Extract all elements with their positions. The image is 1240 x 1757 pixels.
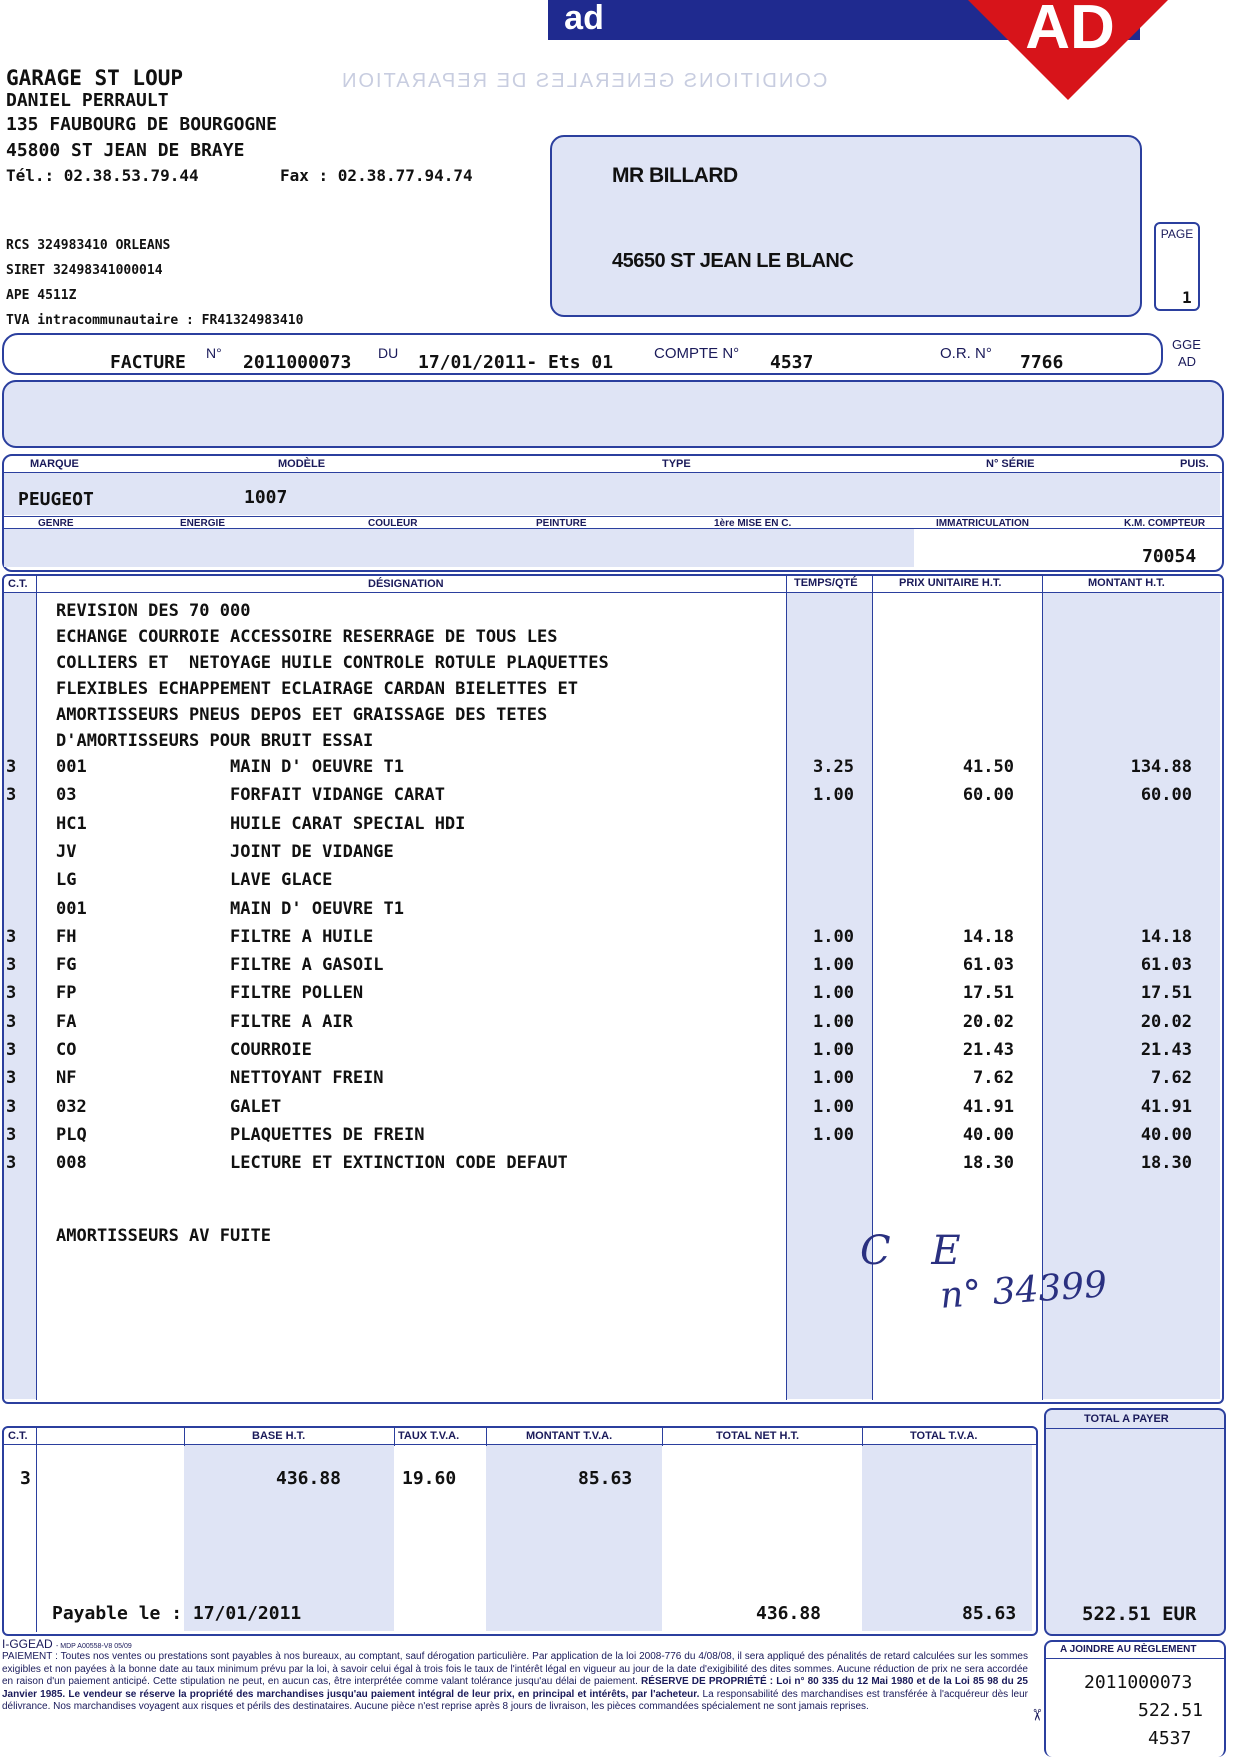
stub-compte: 4537 — [1148, 1728, 1192, 1749]
footer-ref-code: I-GGEAD — [2, 1637, 53, 1651]
tot-col3 — [394, 1426, 395, 1446]
item-code: JV — [56, 842, 77, 862]
lines-hdr-prix: PRIX UNITAIRE H.T. — [899, 577, 1002, 589]
background-title: CONDITIONS GENERALES DE REPARATION — [340, 70, 828, 92]
item-unit-price: 61.03 — [962, 955, 1014, 975]
facture-no-label: N° — [206, 345, 222, 361]
garage-street: 135 FAUBOURG DE BOURGOGNE — [6, 114, 277, 135]
item-qty: 1.00 — [813, 955, 854, 975]
payment-text: PAIEMENT : Toutes nos ventes ou prestations sont payables à nos bureaux, au comptant, sauf dérogation particulière. Par application de la loi 2008-776 du 4/08/08, il sera appliqué des pénalités de retard calculées sur les sommes exigibles et non payées à la bonne date au taux minimum prévu par la loi, à savoir celui égal à trois fois le taux de l'intérêt légal en vigueur au jour de la date d'exigibilité des dites sommes. Aucune réduction de prix ne sera accordée en raison d'un paiement anticipé. Cette stipulation ne peut, en aucun cas, être interprétée comme valant tolérance jusqu'au délai de paiement. — [2, 1651, 1028, 1687]
item-label: COURROIE — [230, 1040, 312, 1060]
stub-label: A JOINDRE AU RÈGLEMENT — [1060, 1644, 1197, 1655]
item-unit-price: 60.00 — [962, 785, 1014, 805]
tot-hdr-base: BASE H.T. — [252, 1430, 306, 1442]
item-label: MAIN D' OEUVRE T1 — [230, 757, 404, 777]
hdr-km: K.M. COMPTEUR — [1124, 518, 1206, 529]
item-total: 14.18 — [1140, 927, 1192, 947]
item-ct: 3 — [6, 1125, 17, 1145]
garage-siret: SIRET 32498341000014 — [6, 263, 163, 278]
du-label: DU — [378, 345, 399, 361]
vehicle-row1-shade — [4, 473, 1220, 515]
or-number: 7766 — [1020, 352, 1064, 373]
tot-total-tva: 85.63 — [962, 1603, 1017, 1624]
item-ct: 3 — [6, 1012, 17, 1032]
vehicle-mid-line — [2, 516, 1222, 517]
garage-tel: Tél.: 02.38.53.79.44 — [6, 166, 199, 185]
item-unit-price: 20.02 — [962, 1012, 1014, 1032]
stub-line — [1044, 1658, 1224, 1659]
lines-hdr-designation: DÉSIGNATION — [368, 578, 444, 590]
item-total: 18.30 — [1140, 1153, 1192, 1173]
col-prix-line — [872, 574, 873, 1400]
hdr-couleur: COULEUR — [368, 518, 418, 529]
total-a-payer-label: TOTAL A PAYER — [1084, 1413, 1169, 1425]
item-ct: 3 — [6, 757, 17, 777]
description-line: D'AMORTISSEURS POUR BRUIT ESSAI — [56, 731, 374, 751]
tot-hdr-total-net: TOTAL NET H.T. — [716, 1430, 800, 1442]
item-qty: 1.00 — [813, 1097, 854, 1117]
item-unit-price: 18.30 — [962, 1153, 1014, 1173]
hdr-energie: ENERGIE — [180, 518, 226, 529]
item-unit-price: 17.51 — [962, 983, 1014, 1003]
hdr-mise: 1ère MISE EN C. — [714, 518, 792, 529]
stub-number: 2011000073 — [1084, 1672, 1193, 1693]
lines-hdr-ct: C.T. — [8, 578, 28, 590]
tot-hdr-ct: C.T. — [8, 1430, 28, 1442]
item-unit-price: 41.50 — [962, 757, 1014, 777]
tot-hdr-taux: TAUX T.V.A. — [398, 1430, 460, 1442]
hdr-puis: PUIS. — [1180, 458, 1209, 470]
invoice-date: 17/01/2011- Ets 01 — [418, 352, 614, 373]
item-total: 20.02 — [1140, 1012, 1192, 1032]
item-code: LG — [56, 870, 77, 890]
scissors-icon: ✂ — [1027, 1708, 1045, 1722]
hdr-peinture: PEINTURE — [536, 518, 587, 529]
item-total: 17.51 — [1140, 983, 1192, 1003]
item-label: LAVE GLACE — [230, 870, 333, 890]
item-label: HUILE CARAT SPECIAL HDI — [230, 814, 466, 834]
lines-hdr-temps: TEMPS/QTÉ — [794, 577, 858, 589]
item-code: CO — [56, 1040, 77, 1060]
item-ct: 3 — [6, 1068, 17, 1088]
item-ct: 3 — [6, 955, 17, 975]
totals-shade-b — [486, 1445, 662, 1631]
garage-tva: TVA intracommunautaire : FR41324983410 — [6, 313, 304, 328]
garage-owner: DANIEL PERRAULT — [6, 90, 169, 111]
item-code: FA — [56, 1012, 77, 1032]
garage-fax: Fax : 02.38.77.94.74 — [280, 166, 473, 185]
lines-header-line — [2, 592, 1222, 593]
col-ct-line — [36, 574, 37, 1400]
handwritten-ce: C E — [860, 1228, 975, 1274]
customer-city: 45650 ST JEAN LE BLANC — [612, 250, 854, 272]
item-qty: 1.00 — [813, 927, 854, 947]
item-label: MAIN D' OEUVRE T1 — [230, 899, 404, 919]
item-label: FILTRE A GASOIL — [230, 955, 384, 975]
item-qty: 3.25 — [813, 757, 854, 777]
total-a-payer-value: 522.51 EUR — [1082, 1603, 1197, 1625]
item-unit-price: 7.62 — [973, 1068, 1014, 1088]
description-line: REVISION DES 70 000 — [56, 601, 251, 621]
item-code: FH — [56, 927, 77, 947]
customer-address-box — [550, 135, 1142, 317]
item-code: 008 — [56, 1153, 87, 1173]
gge-label: GGE — [1172, 337, 1201, 352]
vehicle-modele: 1007 — [244, 487, 288, 508]
vehicle-km: 70054 — [1142, 546, 1197, 567]
hdr-type: TYPE — [662, 458, 691, 470]
or-label: O.R. N° — [940, 345, 992, 362]
page-label: PAGE — [1160, 227, 1194, 241]
item-qty: 1.00 — [813, 1068, 854, 1088]
item-ct: 3 — [6, 785, 17, 805]
item-code: 001 — [56, 757, 87, 777]
hdr-marque: MARQUE — [30, 458, 79, 470]
page-number: 1 — [1182, 288, 1192, 307]
customer-name: MR BILLARD — [612, 164, 738, 187]
compte-number: 4537 — [770, 352, 814, 373]
tot-taux: 19.60 — [402, 1468, 457, 1489]
item-code: FP — [56, 983, 77, 1003]
item-label: FORFAIT VIDANGE CARAT — [230, 785, 445, 805]
tot-col5 — [662, 1426, 663, 1446]
item-code: PLQ — [56, 1125, 87, 1145]
item-total: 60.00 — [1140, 785, 1192, 805]
item-total: 61.03 — [1140, 955, 1192, 975]
item-code: NF — [56, 1068, 77, 1088]
vehicle-row2-shade — [4, 529, 914, 567]
tot-total-net: 436.88 — [756, 1603, 822, 1624]
item-code: 001 — [56, 899, 87, 919]
handwritten-number: n° 34399 — [938, 1264, 1109, 1317]
item-qty: 1.00 — [813, 983, 854, 1003]
tot-col1 — [36, 1426, 37, 1632]
item-label: NETTOYANT FREIN — [230, 1068, 384, 1088]
item-label: GALET — [230, 1097, 282, 1117]
item-label: FILTRE A HUILE — [230, 927, 374, 947]
item-code: 03 — [56, 785, 77, 805]
vehicle-marque: PEUGEOT — [18, 489, 94, 510]
item-total: 21.43 — [1140, 1040, 1192, 1060]
tot-montant-tva: 85.63 — [578, 1468, 633, 1489]
garage-city: 45800 ST JEAN DE BRAYE — [6, 140, 245, 161]
description-line: AMORTISSEURS PNEUS DEPOS EET GRAISSAGE DES TETES — [56, 705, 548, 725]
reserve-bold: RÉSERVE DE PROPRIÉTÉ : Loi n° 80 335 du 12 Mai 1980 et de la Loi 85 98 du 25 Janvier 1985. Le vendeur se réserve la propriété des marchandises jusqu'au paiement intégral de leur prix, en principal et intérêts, par l'acheteur. — [2, 1676, 1028, 1700]
garage-ape: APE 4511Z — [6, 288, 77, 303]
item-ct: 3 — [6, 1040, 17, 1060]
hdr-genre: GENRE — [38, 518, 74, 529]
item-label: PLAQUETTES DE FREIN — [230, 1125, 425, 1145]
tot-hdr-total-tva: TOTAL T.V.A. — [910, 1430, 978, 1442]
info-band — [2, 380, 1224, 448]
description-line: FLEXIBLES ECHAPPEMENT ECLAIRAGE CARDAN BIELETTES ET — [56, 679, 578, 699]
item-ct: 3 — [6, 1153, 17, 1173]
item-total: 7.62 — [1151, 1068, 1192, 1088]
note-line: AMORTISSEURS AV FUITE — [56, 1226, 271, 1246]
item-label: JOINT DE VIDANGE — [230, 842, 394, 862]
item-unit-price: 14.18 — [962, 927, 1014, 947]
footer-ref — [2, 1637, 132, 1651]
item-qty: 1.00 — [813, 1125, 854, 1145]
footer-ref-small: - MDP A00558-V8 05/09 — [56, 1643, 132, 1650]
facture-label: FACTURE — [110, 352, 186, 373]
hdr-immat: IMMATRICULATION — [936, 518, 1029, 529]
total-a-payer-box — [1044, 1408, 1226, 1636]
item-qty: 1.00 — [813, 1012, 854, 1032]
item-code: HC1 — [56, 814, 87, 834]
item-unit-price: 41.91 — [962, 1097, 1014, 1117]
hdr-modele: MODÈLE — [278, 458, 326, 470]
tot-hdr-montant-tva: MONTANT T.V.A. — [526, 1430, 613, 1442]
lines-hdr-montant: MONTANT H.T. — [1088, 577, 1165, 589]
item-qty: 1.00 — [813, 1040, 854, 1060]
total-a-payer-line — [1044, 1428, 1224, 1429]
garage-name: GARAGE ST LOUP — [6, 66, 184, 90]
ad-big-logo-text: AD — [1025, 0, 1115, 62]
ad-small-logo: ad — [550, 0, 618, 38]
item-label: LECTURE ET EXTINCTION CODE DEFAUT — [230, 1153, 568, 1173]
garage-rcs: RCS 324983410 ORLEANS — [6, 238, 171, 253]
tot-col2 — [184, 1426, 185, 1446]
description-line: ECHANGE COURROIE ACCESSOIRE RESERRAGE DE TOUS LES — [56, 627, 558, 647]
item-label: FILTRE POLLEN — [230, 983, 364, 1003]
tot-col6 — [862, 1426, 863, 1446]
item-qty: 1.00 — [813, 785, 854, 805]
payable-date: Payable le : 17/01/2011 — [52, 1603, 302, 1624]
tot-base: 436.88 — [276, 1468, 342, 1489]
tot-col4 — [486, 1426, 487, 1446]
item-total: 41.91 — [1140, 1097, 1192, 1117]
description-line: COLLIERS ET NETOYAGE HUILE CONTROLE ROTULE PLAQUETTES — [56, 653, 609, 673]
item-total: 40.00 — [1140, 1125, 1192, 1145]
reserve-rest: La responsabilité des marchandises est transférée à l'acquéreur dès leur délivrance. Nos marchandises voyagent aux risques et périls des destinataires. Aucune pièce n'est reprise après 8 jours de livraison, les pièces commandées spécialement ne sont jamais reprises. — [2, 1688, 1028, 1712]
item-unit-price: 40.00 — [962, 1125, 1014, 1145]
item-ct: 3 — [6, 983, 17, 1003]
item-unit-price: 21.43 — [962, 1040, 1014, 1060]
compte-label: COMPTE N° — [654, 345, 740, 362]
footer-legal — [2, 1651, 1028, 1747]
stub-amount: 522.51 — [1138, 1700, 1204, 1721]
tot-ct: 3 — [20, 1468, 31, 1489]
hdr-serie: N° SÉRIE — [986, 458, 1035, 470]
item-ct: 3 — [6, 1097, 17, 1117]
item-label: FILTRE A AIR — [230, 1012, 353, 1032]
invoice-number: 2011000073 — [243, 352, 352, 373]
item-total: 134.88 — [1130, 757, 1192, 777]
item-code: FG — [56, 955, 77, 975]
item-code: 032 — [56, 1097, 87, 1117]
ad-label: AD — [1178, 354, 1197, 369]
item-ct: 3 — [6, 927, 17, 947]
